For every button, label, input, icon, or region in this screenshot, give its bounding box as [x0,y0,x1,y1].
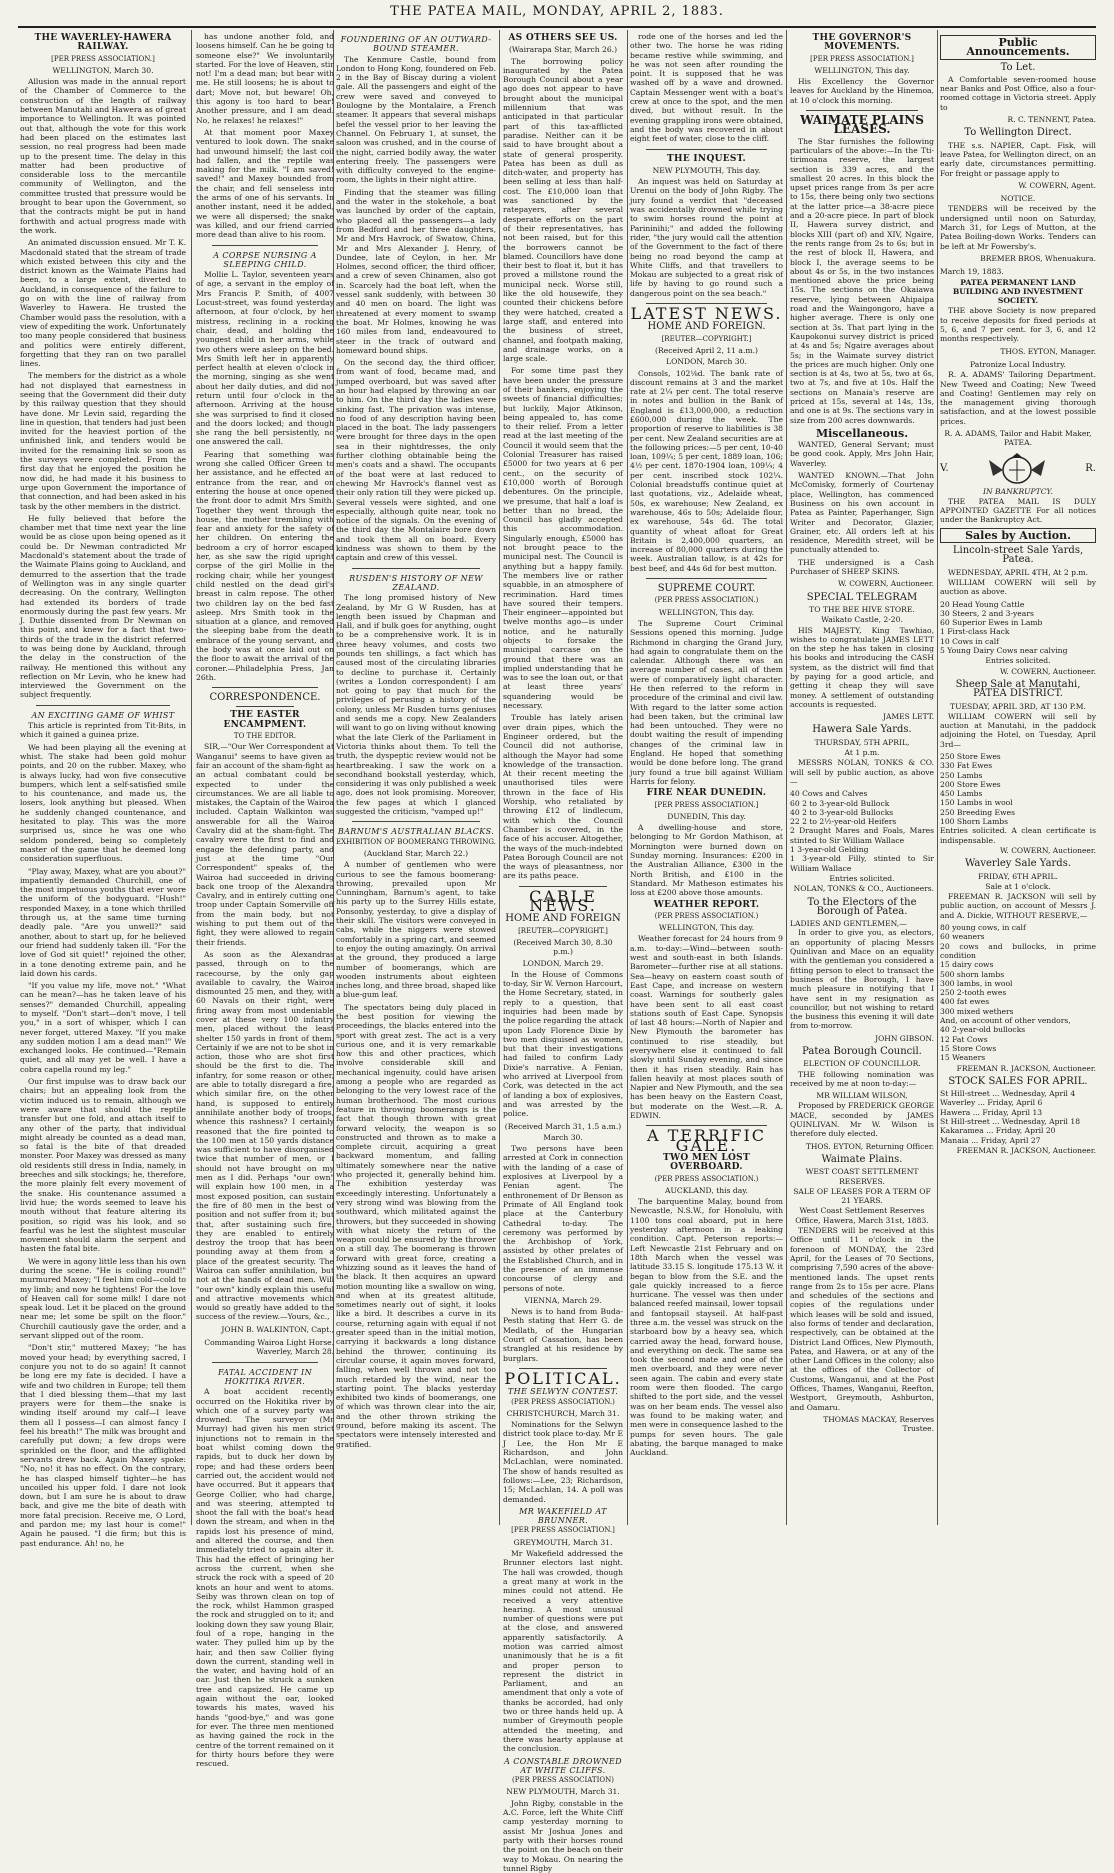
section-banner: WAIMATE PLAINS LEASES. [800,113,924,137]
signature: NOLAN, TONKS & CO., Auctioneers. [793,884,934,894]
article-headline: BARNUM'S AUSTRALIAN BLACKS. [337,827,495,837]
dateline: NEW PLYMOUTH, March 31. [506,1787,620,1797]
paragraph: rode one of the horses and led the other two. The horse he was riding became restive while swimming, and he was not seen after rounding the point. It is supposed that he was washed off by a wave and drowned. Captain Messenger went with a boat's crew at once to the spot, and the men dived, but without result. In the evening grappling irons were obtained, and the body was recovered in about eight feet of water, close to the cliff. [630,32,783,144]
dateline: (Wairarapa Star, March 26.) [508,45,618,55]
ad-title: To Wellington Direct. [964,127,1072,139]
paragraph: A boat accident recently occurred on the Hokitika river by which one of a survey party was drowned. The surveyor (Mr Murray) had given his men strict injunctions not to remain in the boat whilst coming down the rapids, but to duck her down by rope; and had these orders been carried out, the accident would not have occurred. But it appears that George Collier, who had charge, and was steering, attempted to shoot the fall with the boat's head down the stream, and when in the rapids lost his presence of mind, and altered the course, and then immediately tried to again alter it. This had the effect of bringing her across the current, when she struck the rock with a speed of 20 knots an hour and went to atoms. Seiby was thrown clean on top of the rock, whilst Hammon grasped the rock and struggled on to it; and looking down they saw young Blair, foul of a rope, hanging in the water. They pulled him up by the hair, and then saw Collier flying down the current, standing well in the water, and having hold of an oar. Just then he struck a sunken tree and capsized. He came up again without the oar, looked towards his mates, waved his hands "good-bye," and was gone for ever. The three men mentioned as having gained the rock in the centre of the torrent remained on it for thirty hours before they were rescued. [196,1387,334,1769]
ad-title: Waimate Plains. [821,1153,903,1165]
divider [212,245,318,246]
bankruptcy-emblem [940,452,1096,486]
section-banner: POLITICAL. [504,1368,622,1388]
ad-title: PATEA PERMANENT LAND BUILDING AND INVESTMENT SOCIETY. [952,277,1084,306]
ad-line: MR WILLIAM WILSON, [816,1091,908,1101]
paragraph: The Star furnishes the following particulars of the above:—In the Tti-tirimoana reserve, the largest section is 339 acres, and the smallest 20 acres. In this block the upset prices range from 3s per acre to 15s, there being only two sections at the latter price—a 38-acre piece and a 20-acre piece. In part of block II, Hawera survey district, and blocks XIII (part of) and XIV, Ngaire, the rents range from 2s to 6s; but in the rest of block II, Hawera, and block I, the average seems to be about 4s or 5s, in the two instances mentioned above the price being 15s. The sections on the Okaiawa reserve, lying between Ahipaipa road and the Waingongoro, have a higher average. There is only one section at 3s. That part lying in the Kaupokonui survey district is priced at 4s and 5s; Ngaire averages about 5s; in the Waimate survey district the prices are much higher. Only one section is at 4s, two at 5s, two at 6s, two at 7s, and five at 10s. Half the sections on Manaia's reserve are priced at 15s, several at 14s, 13s, and one is at 9s. The sections vary in size from 200 acres downwards. [790,136,934,425]
sale-item: 2 Draught Mares and Foals, Mares stinted to Sir William Wallace [790,826,934,845]
ad-title: Patea Borough Council. [802,1045,922,1057]
sale-item: 5 Young Dairy Cows near calving [940,646,1068,656]
paragraph: In the House of Commons to-day, Sir W. Vernon Harcourt, the Home Secretary, stated, in reply to a question, that inquiries had been made by the police regarding the attack upon Lady Florence Dixie by two men disguised as women, but that their investigations had failed to confirm Lady Dixie's narrative. A Fenian, who arrived at Liverpool from Cork, was detected in the act of landing a box of explosives, and was arrested by the police. [503,969,623,1119]
section-banner: A TERRIFIC GALE. [646,1126,767,1155]
paragraph: has undone another fold, and loosens himself. Can he be going to someone else?" We involuntarily started. For the love of Heaven, stir not! I'm a dead man; but bear with me. He still loosens; he is about to dart; Move not, but beware! Oh, this agony is too hard to bear! Another pressure, and I am dead. No, he relaxes! he relaxes!" [196,32,334,125]
ad-title: Sheep Sale at Manutahi, PATEA DISTRICT. [955,678,1081,700]
sale-item: 250 Store Ewes [940,752,1001,761]
paragraph: Our first impulse was to draw back our chairs; but an appealing look from the victim induced us to remain, although we were aware that should the reptile transfer but one fold, and attach itself to any other of the party, that individual might already be counted as a dead man, so fatal is the bite of that dreaded monster. Poor Maxey was dressed as many old residents still dress in India, namely, in breeches and silk stockings; he, therefore, the more plainly felt every movement of the snake. His countenance assumed a livid hue; the words seemed to leave his mouth without that feature altering its position, so rigid was his look, and so fearful was he lest the slightest muscular movement should alarm the serpent and hasten the fatal bite. [20,1077,186,1254]
classified-ad: THE above Society is now prepared to receive deposits for fixed periods at 5, 6, and 7 per cent. for 3, 6, and 12 months respectively. [940,306,1096,344]
sale-item: 40 2-year-old bullocks [940,1025,1026,1035]
dateline: AUCKLAND, this day. [665,1185,748,1195]
column-4 [503,32,623,1873]
column-rule [191,30,192,1525]
signature: THOS. EYTON, Returning Officer. [805,1141,934,1151]
divider [212,1362,318,1363]
sale-item: 20 Head Young Cattle [940,599,1025,609]
paragraph: "If you value my life, move not." "What can he mean?—has he taken leave of his senses?" demanded Churchill, appealing to myself. "Don't start—don't move, I tell you," in a sort of whisper, which I can never forget, uttered Maxey. "If you make any sudden motion I am a dead man!" We exchanged looks. He continued—"Remain quiet, and all may yet be well. I have a cobra capella round my leg." [20,981,186,1074]
classified-ad: R. A. ADAMS' Tailoring Department. New Tweed and Coating; New Tweed and Coating! Gentlemen may rely on the management giving thorough satisfaction, and at the lowest possible prices. [940,370,1096,426]
classified-ad: A Comfortable seven-roomed house near Banks and Post Office, also a four-roomed cottage in Victoria street. Apply to [940,74,1096,112]
signature: FREEMAN R. JACKSON, Auctioneer. [956,1063,1096,1073]
paragraph: Mollie L. Taylor, seventeen years of age, a servant in the employ of Mrs Francis P. Smith, of 4007 Locust-street, was found yesterday afternoon, at four o'clock, by her mistress, reclining in a rocking chair, dead, and holding the youngest child in her arms, while two others were asleep on the bed. Mrs Smith left her in apparently perfect health at eleven o'clock in the morning, singing as she went about her daily duties, and did not return until four o'clock in the afternoon. Arriving at the house she was surprised to find it closed and the doors locked; and though she rang the bell persistently, no one answered the call. [196,270,334,447]
article-headline: AS OTHERS SEE US. [508,33,618,43]
classified-ad: WILLIAM COWERN will sell by auction as above. [940,577,1096,597]
ad-subtitle: TO THE BEE HIVE STORE. [809,604,915,614]
article-headline: TWO MEN LOST OVERBOARD. [663,1152,750,1173]
sale-item: 450 Lambs [940,789,983,799]
article-headline: THE WAVERLEY-HAWERA RAILWAY. [34,33,172,53]
dateline: (Auckland Star, March 22.) [363,848,469,858]
dateline: VIENNA, March 29. [524,1295,602,1305]
sale-item: 80 young cows, in calf [940,923,1026,933]
paragraph: We had been playing all the evening at whist. The stake had been gold mohur points, and 20 on the rubber. Maxey, who is always lucky, had won five consecutive bumpers, which lent a self-satisfied smile to his countenance, and made us, the losers, look anything but pleased. When he suddenly changed countenance, and hesitated to play. This was the more surprised us, since he was one who seldom pondered, being so completely master of the game that he deemed long consideration superfluous. [20,742,186,864]
ad-title: STOCK SALES FOR APRIL. [948,1075,1088,1087]
paragraph: Fearing that something was wrong she called Officer Green to her assistance, and he effected an entrance from the rear, and on entering the house at once opened the front door to admit Mrs Smith. Together they went through the house, the mother trembling with fear and anxiety for the safety of her children. On entering the bedroom a cry of horror escaped her, as she saw the rigid upright corpse of the girl Mollie in the rocking chair, while her youngest child nestled on the dead girl's breast in calm repose. The other two children lay on the bed fast asleep. Mrs Smith took in the situation at a glance, and removed the sleeping babe from the death embrace of the young servant, and the body was at once laid out on the floor to await the arrival of the coroner.—Philadelphia Press, Jan 26th. [196,449,334,682]
press-credit: (PER PRESS ASSOCIATION.) [654,596,759,605]
paragraph: An inquest was held on Saturday at Urenui on the body of John Rigby. The jury found a verdict that "deceased was accidentally drowned while trying to swim horses round the point at Parininihi;" and added the following rider, "the jury would call the attention of the Government to the fact of there being no road beyond the camp at White Cliffs, and that travellers to Mokau are subjected to a great risk of life by having to go round such a dangerous point on the sea beach." [630,177,783,298]
sale-item: Waverley ... Friday, April 6 [940,1098,1043,1108]
signature: THOMAS MACKAY, Reserves Trustee. [823,1414,934,1434]
sale-item: Kakaramea ... Friday, April 20 [940,1126,1056,1136]
column-7 [940,32,1096,1527]
paragraph: The barquentine Malay, bound from Newcastle, N.S.W., for Honolulu, with 1100 tons coal aboard, put in here yesterday afternoon in a leaking condition. Capt. Peterson reports:—Left Newcastle 21st February and on 18th March when the vessel was latitude 33.15 S. longitude 175.13 W. it began to blow from the S.E. and the gale quickly increased to a fierce hurricane. The vessel was then under balanced reefed mainsail, lower topsail and fantopsail stayseil. At half-past three a.m. the vessel was struck on the starboard bow by a heavy sea, which carried away the head, forward house, and everything on deck. The same sea took the second mate and one of the men overboard, and they were never seen again. The cabin and every state room were then flooded. The cargo shifted to the port side, and the vessel was on her beam ends. The vessel also was found to be making water, and men were in consequence lashed to the pumps for seven hours. The gale abating, the barque managed to make Auckland. [630,1197,783,1458]
column-5 [630,32,783,1527]
signature: JOHN GIBSON. [875,1033,934,1043]
classified-ad: HIS MAJESTY, King Tawhiao, wishes to congratulate JAMES LETT on the step he has taken in closing his books and introducing the CASH system, as the district will find that by paying for a good article, and getting it cheap they will save money. A settlement of outstanding accounts is requested. [790,625,934,709]
sale-item: 400 fat ewes [940,997,990,1007]
classified-ad: TENDERS will be received at this Office until 11 o'clock in the forenoon of MONDAY, the 23rd April, for the Leases of 70 Sections, comprising 7,590 acres of the above-mentioned lands. The upset rents range from 2s to 15s per acre. Plans and schedules of the sections and copies of the regulations under which leases will be sold and issued, also forms of tender and declaration, respectively, can be obtained at the District Land Offices, New Plymouth, Patea, and Hawera, or at any of the other Land Offices in the colony; also at the offices of the Collector of Customs, Wanganui, and at the Post Offices, Thames, Wanganui, Reefton, Westport, Greymouth, Ashburton, and Oamaru. [790,1226,934,1412]
sale-item: St Hill-street ... Wednesday, April 18 [940,1116,1081,1126]
article-headline: THE SELWYN CONTEST. [507,1387,619,1397]
article-headline: MR WAKEFIELD AT BRUNNER. [519,1506,607,1526]
paragraph: Two persons have been arrested at Cork in connection with the landing of a case of explosives at Liverpool by a Fenian agent. The enthronement of Dr Benson as Primate of All England took place at the Canterbury Cathedral to-day. The ceremony was performed by the Archbishop of York, assisted by other prelates of the Established Church, and in the presence of an immense concourse of clergy and persons of note. [503,1144,623,1293]
sale-item: St Hill-street ... Wednesday, April 4 [940,1089,1076,1099]
press-credit: [REUTER—COPYRIGHT.] [661,334,752,343]
signature: Commanding Wairoa Light Horse. Waverley, March 28. [204,1338,334,1357]
signature: THOS. EYTON, Manager. [1000,346,1096,356]
classified-ad: WANTED KNOWN.—That John McComisky, formerly of Courtenay place, Wellington, has commenced Business on his own account in Patea as Painter, Paperhanger, Sign Writer and Decorator, Glazier, Grainer, etc. All orders left at his residence, Meredith street, will be punctually attended to. [790,471,934,555]
article-headline: THE INQUEST. [667,153,746,164]
dateline: March 30. [543,1132,583,1142]
paragraph: On the second day, the third officer, from want of food, became mad, and jumped overboard, but was saved after an hour had elapsed by throwing an oar to him. On the third day the ladies were sinking fast. The privation was intense, no food of any description having been placed in the boat. The lady passengers were brought for three days in the open sea in their nightdresses, the only further clothing obtainable being the men's coats and a shawl. The occupants of the boat were at last reduced to chewing Mr Havrock's flannel vest as their only ration till they were picked up. Several vessels were sighted, and one especially, although quite near, took no notice of the signals. On the evening of the third day the Montalaire bore down and took them all on board. Every kindness was shown to them by the captain and crew of this vessel. [336,358,496,563]
sale-item: 100 Shorn Lambs [940,817,1009,827]
dateline: NEW PLYMOUTH, This day. [652,165,761,175]
sale-item: 300 mixed wethers [940,1006,1014,1016]
paragraph: We were in agony little less than his own during the scene. "He is coiling round!" murmured Maxey; "I feel him cold—cold to my limb; and now he tightens! For the love of Heaven call for some milk! I dare not speak loud. Let it be placed on the ground near me; let some be spilt on the floor." Churchill cautiously gave the order, and a servant slipped out of the room. [20,1256,186,1341]
paragraph: At that moment poor Maxey ventured to look down. The snake had unwound himself; the last coil had fallen, and the reptile was making for the milk. "I am saved! saved!" and Maxey bounded from the chair, and fell senseless into the arms of one of his servants. In another instant, need it be added, we were all dispersed; the snake was killed, and our friend carried more dead than alive to his room. [196,127,334,240]
ad-line: Sale at 1 o'clock. [985,881,1051,891]
divider [646,149,767,150]
press-credit: TO THE EDITOR. [233,732,297,741]
sale-item: Hawera ... Friday, April 13 [940,1107,1043,1117]
signature: W. COWERN, Auctioneer. [1000,845,1096,855]
classified-ad: TENDERS will be received by the undersigned until noon on Saturday, March 31, for Legs of Mutton, at the Patea Boiling-down Works. Tenders can be left at Mr Fowersby's. [940,204,1096,251]
press-credit: [PER PRESS ASSOCIATION.] [654,800,759,809]
press-credit: [PER PRESS ASSOCIATION.] [511,1526,615,1535]
section-subbanner: HOME AND FOREIGN [505,913,621,925]
dateline: WELLINGTON, This day. [658,923,755,933]
sale-item: 250 Lambs [940,770,983,780]
ad-title: Patronize Local Industry. [970,359,1066,369]
sale-item: 60 Superior Ewes in Lamb [940,618,1043,628]
column-1 [20,32,187,1548]
sale-item: 60 weaners [940,932,985,942]
ad-title: Hawera Sale Yards. [812,724,912,736]
signature: JOHN B. WALKINTON, Capt., [221,1324,334,1334]
ad-line: Entries solicited. [829,873,895,883]
classified-ad: Proposed by FREDERICK GEORGE MACE, seconded by JAMES QUINLIVAN. Mr W. Wilson is therefore duly elected. [790,1101,934,1139]
sale-item: 200 Store Ewes [940,779,1001,789]
dateline: LONDON, March 30. [666,357,747,367]
column-2 [196,32,334,1769]
paragraph: As soon as the Alexandras passed, through on to the racecourse, by the only gap available to cavalry, the Wairoa dismounted 25 men, and they, with 60 Navals on their right, were firing away from most undeniable cover at these very 100 infantry men, placed without the least shelter 150 yards in front of them. Certainly if we are not to be shot in action, those who are shot first should be the first to die. The infantry, for some reason or other, are able to totally disregard a fire, which similar fire, on the other hand, is supposed to entirely annihilate another body of troops, whence this rashness? I certainly reasoned that the fire pointed to the 100 men at 150 yards distance was sufficient to have disorganised twice that number of men, or I should not have brought on my men as I did. Perhaps "our own" will explain how 100 men, in a most exposed position, can sustain the fire of 80 men in the best of position and not suffer from it; but that, after sustaining such fire, they are enabled to entirely destroy the troop that has been pounding away at them from a place of the greatest security. The Wairoa can suffer annihilation, but not at the hands of dead men. Will "our own" kindly explain this useful and attractive movements which would so greatly have added to the success of the review.—Yours, &c., [196,949,334,1322]
article-headline: FIRE NEAR DUNEDIN. [646,788,767,799]
classified-ad: THE following nomination was received by me at noon to-day:— [790,1069,934,1088]
sale-item: 330 Fat Ewes [940,761,993,771]
dateline: (Received March 30, 8.30 p.m.) [513,937,613,957]
ad-line: LADIES AND GENTLEMEN,— [790,919,907,929]
press-credit: [PER PRESS ASSOCIATION.] [810,54,914,63]
sale-item: 15 Weaners [940,1053,986,1063]
section-banner: LATEST NEWS. [630,304,783,324]
dateline: WELLINGTON, This day. [658,607,755,617]
paragraph: Trouble has lately arisen over drain pipes, which the Engineer ordered, but the Council did not authorise, although the Mayor had some knowledge of the transaction. At their recent meeting the unauthorised tiles were thrown in the face of His Worship, who retaliated by throwing £12 of lindlecum, with which the Council Chamber is covered, in the face of his accuser. Altogether, the ways of the much-indebted Patea Borough Council are not the ways of pleasantness, nor are its paths peace. [503,713,623,881]
signature: R. C. TENNENT, Patea. [1007,115,1096,125]
signature: JAMES LETT. [883,712,934,722]
divider [212,687,318,688]
press-credit: (PER PRESS ASSOCIATION.) [511,1397,615,1406]
paragraph: The spectators being duly placed in the best position for viewing the proceedings, the blacks entered into the sport with great zest. The act is a very curious one, and it is very remarkable how this and other practices, which involve considerable skill and mechanical ingenuity, could have arisen among a people who are regarded as belonging to the very lowest race of the human brotherhood. The most curious feature in throwing boomerangs is the fact that though thrown with great forward velocity, the weapon is so constructed and thrown as to make a complete circuit, acquiring a great backward momentum, and falling ultimately somewhere near the native who projected it, generally behind him. The exhibition yesterday was exceedingly interesting. Unfortunately a very strong wind was blowing from the southward, which militated against the throwers, but they succeeded in showing with what nicety the return of the weapon could be ensured by the thrower on a still day. The boomerang is thrown forward with great force, creating a whizzing sound as it leaves the hand of the black. It then acquires an upward motion mounting like a swallow on wing, and when at its greatest altitude, sometimes nearly out of sight, it looks like a bird. It describes a curve in its course, returning again with equal if not greater speed than in the initial motion, carrying it backwards a long distance behind the thrower, continuing its circular course, it again moves forward, falling, when well thrown and not too much retarded by the wind, near the starting point. The blacks yesterday exhibited two kinds of boomerangs, one of which was thrown clear into the air, and the other thrown striking the ground, before making its ascent. The spectators were intensely interested and gratified. [336,1002,496,1449]
paragraph: He fully believed that before the chamber met that time next year the line would be as close upon being opened as it could be. Dr Newman contradicted Mr Macdonald's statement about the trade of the Waimate Plains going to Auckland, and demurred to the assertion that the trade of Wellington was in any single quarter decreasing. On the contrary, Wellington had extended its borders of trade enormously during the past few years. Mr J. Duthie dissented from Dr Newman on this point, and knew for a fact that two-thirds of the trade in the district referred to was being done by Auckland, through the delay in the construction of the railway. He mentioned this without any reflection on Mr Levin, who he knew had interviewed the Government on the subject frequently. [20,513,186,700]
paragraph: Weather forecast for 24 hours from 9 a.m. to-day:—Wind—between south-west and south-east in both Islands. Barometer—further rise at all stations. Sea—heavy on eastern coast south of East Cape, and increase on western coast. Warnings for southerly gales have been sent to all east coast stations south of East Cape. Synopsis of last 48 hours:—North of Napier and New Plymouth the barometer has continued to rise steadily, but everywhere else it continued to fall slowly until Sunday evening, and since then it has risen steadily. Rain has fallen heavily at most places south of Napier and New Plymouth, and the sea has been heavy on the Eastern Coast, but moderate on the West.—R. A. EDWIN. [630,934,783,1121]
masthead: THE PATEA MAIL, MONDAY, APRIL 2, 1883. [390,4,724,19]
paragraph: Nominations for the Selwyn district took place to-day. Mr E J Lee, the Hon Mr E Richardson, and John McLachlan, were nominated. The show of hands resulted as follows:—Lee, 23; Richardson, 15; McLachlan, 14. A poll was demanded. [503,1420,623,1504]
paragraph: "Play away, Maxey, what are you about?" impatiently demanded Churchill, one of the most impetuous youths that ever wore the uniform of the bodyguard. "Hush!" responded Maxey, in a tone which thrilled through us, at the same time turning deadly pale. "Are you unwell?" said another, about to start up, for he believed our friend had suddenly taken ill. "For the love of God sit quiet!" rejoined the other, in a tone denoting extreme pain, and he laid down his cards. [20,866,186,978]
paragraph: A number of gentlemen who were curious to see the famous boomerang-throwing, prevailed upon Mr Cunningham, Barnum's agent, to take his party up to the Surrey Hills estate, Ponsonby, yesterday, to give a display of their skill. The visitors were conveyed in cabs, while the niggers were stowed comfortably in a spring cart, and seemed to enjoy the outing amazingly. On arrival at the ground, they produced a large number of boomerangs, which are wooden instruments about eighteen inches long, and three broad, shaped like a blue-gum leaf. [336,860,496,1000]
emblem-letter: V. [940,462,949,474]
sale-item: 1 3-year-old Gelding [790,845,869,855]
dateline: WELLINGTON, March 30. [52,65,154,75]
sale-item: 250 2-tooth ewes [940,988,1007,998]
paragraph: Consols, 102⅛d. The bank rate of discount remains at 3 and the market rate at 2¼ per cent. The total reserve in notes and bullion in the Bank of England is £13,000,000, a reduction £600,000 during the week. The proportion of reserve to liabilities is 38 per cent. New Zealand securities are at the following prices:—5 per cent, 10-40 loan, 109¼; 5 per cent, 1889 loan, 106; 4½ per cent. 1870-1904 loan, 109¼; 4 per cent. inscribed stock 102¼. Colonial breadstuffs continue quiet at last quotations, viz., Adelaide wheat, 50s, ex warehouse; New Zealand, ex warehouse, 46s to 50s; Adelaide flour, ex warehouse, 54s 6d. The total quantity of wheat afloat for Great Britain is 2,400,000 quarters, an increase of 80,000 quarters during the week. Australian tallow, is at 42s for best beef, and 44s 6d for best mutton. [630,368,783,573]
ad-title: NOTICE. [1000,194,1036,204]
ad-line: Entries solicited. A clean certificate is indispensable. [940,826,1096,845]
ad-section-heading: Miscellaneous. [815,426,909,440]
ad-line: FRIDAY, 6TH APRIL. [978,871,1058,881]
divider [806,110,918,111]
column-rule [937,30,938,1525]
article-headline: A CONSTABLE DROWNED AT WHITE CLIFFS. [504,1756,622,1775]
article-headline: A CORPSE NURSING A SLEEPING CHILD. [213,250,317,269]
ad-line: At 1 p.m. [844,748,880,758]
classified-ad: THE s.s. NAPIER, Capt. Fisk, will leave Patea, for Wellington direct, on an early date, circumstances permitting. For freight or passage apply to [940,140,1096,178]
classified-ad: MESSRS NOLAN, TONKS & CO. will sell by public auction, as above— [790,758,934,786]
sale-item: 15 Store Cows [940,1043,997,1053]
classified-ad: THE PATEA MAIL IS DULY APPOINTED GAZETTE For all notices under the Bankruptcy Act. [940,496,1096,525]
dateline: LONDON, March 29. [522,958,604,968]
paragraph: "Don't stir," muttered Maxey; "he has moved your head; by everything sacred, I conjure you not to do so again! It cannot be long ere my fate is decided. I have a wife and two children in Europe; tell them that I died blessing them—that my last prayers were for them—the snake is winding itself around my calf—I leave them all I possess—I can almost fancy I feel his breath!" The milk was brought and carefully put down; a few drops were sprinkled on the floor, and the afflighted servants drew back. Again Maxey spoke: "No, no! it has no effect. On the contrary, he has clasped himself tighter—he has uncoiled his upper fold. I dare not look down, but I am sure he is about to draw back, and give me the bite of death with more fatal precision. Receive me, O Lord, and pardon me; my last hour is come!" Again he paused. "I die firm; but this is past endurance. Ah! no, he [20,1343,186,1548]
ad-section-heading: Sales by Auction. [940,528,1096,543]
article-headline: FOUNDERING OF AN OUTWARD-BOUND STEAMER. [340,35,492,54]
sale-item: 40 Cows and Calves [790,789,868,799]
divider [36,705,170,706]
paragraph: Mr Wakefield addressed the Brunner electors last night. The hall was crowded, though a great many at work in the mines could not attend. He received a very attentive hearing. A most unusual number of questions were put at the close, and answered apparently satisfactorily. A motion was carried almost unanimously that he is a fit and proper person to represent the district in Parliament, and an amendment that only a vote of thanks be accorded, had only two or three hands held up. A number of Greymouth people attended the meeting, and there was hearty applause at the conclusion. [503,1549,623,1754]
paragraph: News is to hand from Buda-Pesth stating that Herr G. de Medlath, of the Hungarian Court of Cassation, has been strangled at his residence by burglars. [503,1307,623,1363]
ad-title: IN BANKRUPTCY. [983,486,1053,496]
dateline: (Received April 2, 11 a.m.) [655,345,758,355]
ad-title: To the Electors of the Borough of Patea. [807,896,917,917]
paragraph: His Excellency the Governor leaves for Auckland by the Hinemoa, at 10 o'clock this morning. [790,77,934,105]
ad-date: March 19, 1883. [940,267,1004,277]
column-3 [336,32,496,1527]
classified-ad: WILLIAM COWERN will sell by auction at Manutahi, in the paddock adjoining the Hotel, on Tuesday, April 3rd— [940,711,1096,749]
article-headline: RUSDEN'S HISTORY OF NEW ZEALAND. [349,573,483,592]
sale-item: 15 dairy cows [940,960,994,970]
column-rule [499,30,500,1525]
press-credit: (PER PRESS ASSOCIATION) [512,1776,614,1785]
divider [352,568,480,569]
ad-title: Waverley Sale Yards. [964,858,1072,870]
article-headline: THE GOVERNOR'S MOVEMENTS. [812,33,912,53]
divider [646,578,767,579]
section-banner: CABLE NEWS. [529,886,597,916]
ad-line: TUESDAY, APRIL 3RD, AT 130 P.M. [950,701,1086,711]
emblem-letter: R. [1085,462,1096,474]
column-rule [627,30,628,1525]
sale-item: 40 2 to 3-year-old Bullocks [790,807,894,817]
paragraph: John Rigby, constable in the A.C. Force, left the White Cliff camp yesterday morning to assist Mr Joshua Jones and party with their horses round the point on the beach on their way to Mokau. On nearing the tunnel Rigby [503,1798,623,1873]
article-headline: AN EXCITING GAME OF WHIST [31,710,175,720]
sale-item: 1 3-year-old Filly, stinted to Sir William Wallace [790,854,934,873]
divider [236,706,294,707]
dateline: GREYMOUTH, March 31. [513,1537,613,1547]
sub-headline: EXHIBITION OF BOOMERANG THROWING. [336,837,496,846]
paragraph: For some time past they have been under the pressure of their bankers, enjoying the sweets of financial difficulties; but luckily, Major Atkinson, being appealed to, has come to their relief. From a letter read at the last meeting of the Council it would seem that the Colonial Treasurer has raised £5000 for two years at 6 per cent., on the security of £10,000 worth of Borough debentures. On the principle, we presume, that half a loaf is better than no bread, the Council has gladly accepted this accommodation. Singularly enough, £5000 has not brought peace to the municipal nest. The Council is anything but a happy family. The members live or rather squabble, in an atmosphere of recrimination. Hard times have soured their tempers. Their engineer—appointed but twelve months ago—is under notice, and he naturally objects to forsake the municipal carcase on the ground that there was an implied understanding that he was to see the loan out, or that at least three years' squandering would be necessary. [503,366,623,711]
press-credit: [PER PRESS ASSOCIATION.] [51,54,155,63]
column-rule [786,30,787,1525]
classified-ad: THE undersigned is a Cash Purchaser of SHEEP SKINS. [790,557,934,577]
classified-ad: FREEMAN R. JACKSON will sell by public auction, on account of Messrs J. and A. Dickie, WITHOUT RESERVE,— [940,892,1096,920]
sale-item: 22 2 to 2½-year-old Heifers [790,817,897,827]
paragraph: Allusion was made in the annual report of the Chamber of Commerce to the construction of the length of railway between Manutahi and Hawera as of great importance to Wellington. It was pointed out that, although the vote for this work had been placed on the estimates last session, no real progress had been made up to the present time. The delay in this matter had been productive of considerable loss to the mercantile community of Wellington, and the committee trusted that pressure would be brought to bear upon the Government, so that the contracts might be put in hand forthwith and actual progress made with the work. [20,77,186,235]
paragraph: SIR,—"Our Wer Correspondent at Wanganui" seems to have given as fair an account of the sham-fight as an actual combatant could be expected to under the circumstances. We are all liable to mistakes, the Captain of the Wairoa included. Captain Walkinton was answerable for all the Wairoa Cavalry did at the sham-fight. The cavalry were the first to find and engage the defending party, and just at the time "Our Correspondent" speaks of, the Wairoa had succeeded in driving back one troop of the Alexandra Cavalry, and in entirely cutting one troop under Captain Somerville off from the main body, but not wishing to put them out of the fight, they were allowed to regain their friends. [196,742,334,947]
royal-arms-icon [967,452,1067,486]
ad-line: Waikato Castle, 2-20. [821,615,903,625]
top-rule [18,26,1096,28]
sale-item: And, on account of other vendors, [940,1016,1071,1026]
sale-item: 60 2 to 3-year-old Bullock [790,798,890,808]
ad-title: To Let. [1000,61,1036,73]
classified-ad: WANTED, General Servant; must be good cook. Apply, Mrs John Hair, Waverley. [790,440,934,468]
sale-item: 1 First-class Hack [940,627,1010,637]
press-credit: (PER PRESS ASSOCIATION.) [654,911,759,920]
ad-subtitle: WEST COAST SETTLEMENT RESERVES. [805,1167,919,1186]
signature: FREEMAN R. JACKSON, Auctioneer. [956,1145,1096,1155]
classified-ad: In order to give you, as electors, an opportunity of placing Messrs Quinlivan and Mace on an equality with the gentleman you considered a fitting person to elect to transact the business of the Borough, I have much pleasure in notifying that I have sent in my resignation as councillor, but not wishing to retard the business this evening it will date from to-morrow. [790,928,934,1031]
ad-subtitle: ELECTION OF COUNCILLOR. [803,1059,921,1069]
article-headline: FATAL ACCIDENT IN HOKITIKA RIVER. [218,1367,312,1386]
sale-item: 300 lambs, in wool [940,978,1013,988]
article-headline: WEATHER REPORT. [653,899,760,910]
dateline: DUNEDIN, This day. [667,811,746,821]
paragraph: A dwelling-house and store, belonging to Mr Gordon Mathison, at Mornington were burned down on Sunday morning. Insurances: £200 in the Australian Alliance, £300 in the North British, and £100 in the Standard. Mr Matheson estimates his loss at £200 above those amounts. [630,823,783,898]
ad-line: THURSDAY, 5TH APRIL, [814,737,910,747]
paragraph: The long promised history of New Zealand, by Mr G W Rusden, has at length been issued by Chapman and Hall, and if bulk goes for anything, ought to be a comprehensive work. It is in three heavy volumes, and costs two pounds ten shillings, a fact which has caused most of the circulating libraries to decline to purchase it. Certainly (writes a London correspondent) I am not going to pay that much for the privileges of perusing a history of the colony, unless Mr Rusden turns geniuses and sends me a copy. New Zealanders will want to go on living without knowing what the late Clerk of the Parliament in Victoria thinks about them. To tell the truth, the dyspeptic review would not be heartbreaking. I saw the work on a secondhand bookstall yesterday, which, considering it was only published a week ago, does not look promising. Moreover, the few pages at which I glanced suggested the criticism, "vamped up!" [336,593,496,817]
divider [352,821,480,822]
paragraph: The Kenmure Castle, bound from London to Hong Kong, foundered on Feb. 2 in the Bay of Biscay during a violent gale. All the passengers and eight of the crew were saved and conveyed to Boulogne by the Montalaire, a French steamer. It appears that several mishaps befel the vessel prior to her leaving the Channel. On February 1, at sunset, the saloon was crushed, and in the course of the night, carried bodily away, the water entering freely. The passengers were with difficulty conveyed to the engine-room, the lights in their night attire. [336,54,496,185]
article-headline: THE EASTER ENCAMPMENT. [223,710,307,730]
sale-item: 500 shorn lambs [940,969,1005,979]
paragraph: The Supreme Court Criminal Sessions opened this morning. Judge Richmond in charging the Grand Jury, had again to congratulate them on the calendar. Although there was an average number of cases, all of them were of comparatively light character. He then referred to the reform in procedure of the criminal and civil law. With regard to the latter some action had been taken, but the criminal law had been untouched. They were no doubt waiting the result of impending changes of the criminal law in England. He hoped that something would be done before long. The grand jury found a true bill against William Harris for felony. [630,618,783,786]
section-heading: CORRESPONDENCE. [209,692,321,704]
signature: W. COWERN, Auctioneer. [838,579,934,589]
ad-line: Entries solicited. [985,656,1051,666]
section-subbanner: HOME AND FOREIGN. [647,321,766,333]
press-credit: (PER PRESS ASSOCIATION.) [654,1174,759,1183]
signature: W. COWERN, Auctioneer. [1000,666,1096,676]
dateline: WELLINGTON, This day. [814,65,910,75]
press-credit: [REUTER—COPYRIGHT.] [518,926,608,935]
sale-item: 150 Lambs in wool [940,798,1013,808]
ad-line: West Coast Settlement Reserves Office, Hawera, March 31st, 1883. [795,1206,929,1225]
signature: R. A. ADAMS, Tailor and Habit Maker, PATEA. [944,428,1092,448]
paragraph: The borrowing policy inaugurated by the Patea Borough Council about a year ago does not appear to have brought about the municipal millennium that was anticipated in that particular part of this tax-afflicted paradise. Neither can it be said to have brought about a state of general prosperity. Patea has been as dull as ditch-water, and property has been selling at less than half-cost. The £10,000 loan that was sanctioned by the ratepayers, after several desperate efforts on the part of their representatives, has not been raised, but for this the borrowers cannot be blamed. Councillors have done their best to float it, but it has proved a millstone round the municipal neck. Worse still, like the old housewife, they counted their chickens before they were hatched, created a large staff, and entered into the business of street, channel, and footpath making, and drainage works, on a large scale. [503,56,623,364]
paragraph: This article is reprinted from Tit-Bits, in which it gained a guinea prize. [20,721,186,740]
sale-item: 20 cows and bullocks, in prime condition [940,941,1096,960]
ad-line: WEDNESDAY, APRIL 4TH, At 2 p.m. [947,567,1089,577]
sale-item: Manaia ... Friday, April 27 [940,1135,1041,1145]
ad-title: SPECIAL TELEGRAM [806,591,918,603]
paragraph: Finding that the steamer was filling and the water in the stokehole, a boat was launched by order of the captain, who placed all the passengers—a lady from Bedford and her three daughters, Mr and Mrs Havrock, of Swatow, China, Mr and Mrs Alexander J. Henry, of Dundee, late of Ceylon, in her. Mr Holmes, second officer, the third officer, and a crew of seven Chinamen, also got in. Scarcely had the boat left, when the vessel sank suddenly, with between 30 and 40 men on board. The light was threatened at every moment to swamp the boat. Mr Holmes, knowing he was 160 miles from land, endeavoured to steer in the track of outward and homeward bound ships. [336,187,496,355]
sale-item: 30 Steers, 2 and 3-years [940,608,1034,618]
signature: W. COWERN, Agent. [1018,180,1096,190]
ad-section-heading: Public Announcements. [940,35,1096,60]
sale-item: 12 Fat Cows [940,1034,988,1044]
section-heading: SUPREME COURT. [657,583,756,595]
sale-item: 10 Cows in calf [940,636,1000,646]
ad-title: Lincoln-street Sale Yards, Patea. [952,545,1084,566]
dateline: CHRISTCHURCH, March 31. [506,1408,620,1418]
paragraph: An animated discussion ensued. Mr T. K. Macdonald stated that the stream of trade which existed between this city and the district known as the Waimate Plains had been, to a large extent, diverted to Auckland, in consequence of the failure to go on with the line of railway from Waverley to Hawera. He trusted the Chamber would pass the resolution, with a view of expediting the work. Unfortunately too many people considered that business and politics were entirely different, forgetting that they ran on two parallel lines. [20,238,186,369]
ad-subtitle: SALE OF LEASES FOR A TERM OF 21 YEARS. [793,1186,931,1206]
sale-item: 250 Breeding Ewes [940,807,1015,817]
column-6 [790,32,934,1527]
signature: BREMER BROS, Whenuakura. [980,253,1096,263]
paragraph: The members for the district as a whole had not displayed that earnestness in seeing that the Government did their duty by this railway question that they should have done. Mr Levin said, regarding the line in question, that tenders had just been invited for the heaviest portion of the unfinished link, and tenders would be invited for the remaining link so soon as the surveys were completed. From the first day that he enjoyed the position he now did, he had made it his business to urge upon Government the importance of that connection, and had been asked in his task by the other members in the district. [20,371,187,511]
dateline: (Received March 31, 1.5 a.m.) [504,1121,622,1131]
